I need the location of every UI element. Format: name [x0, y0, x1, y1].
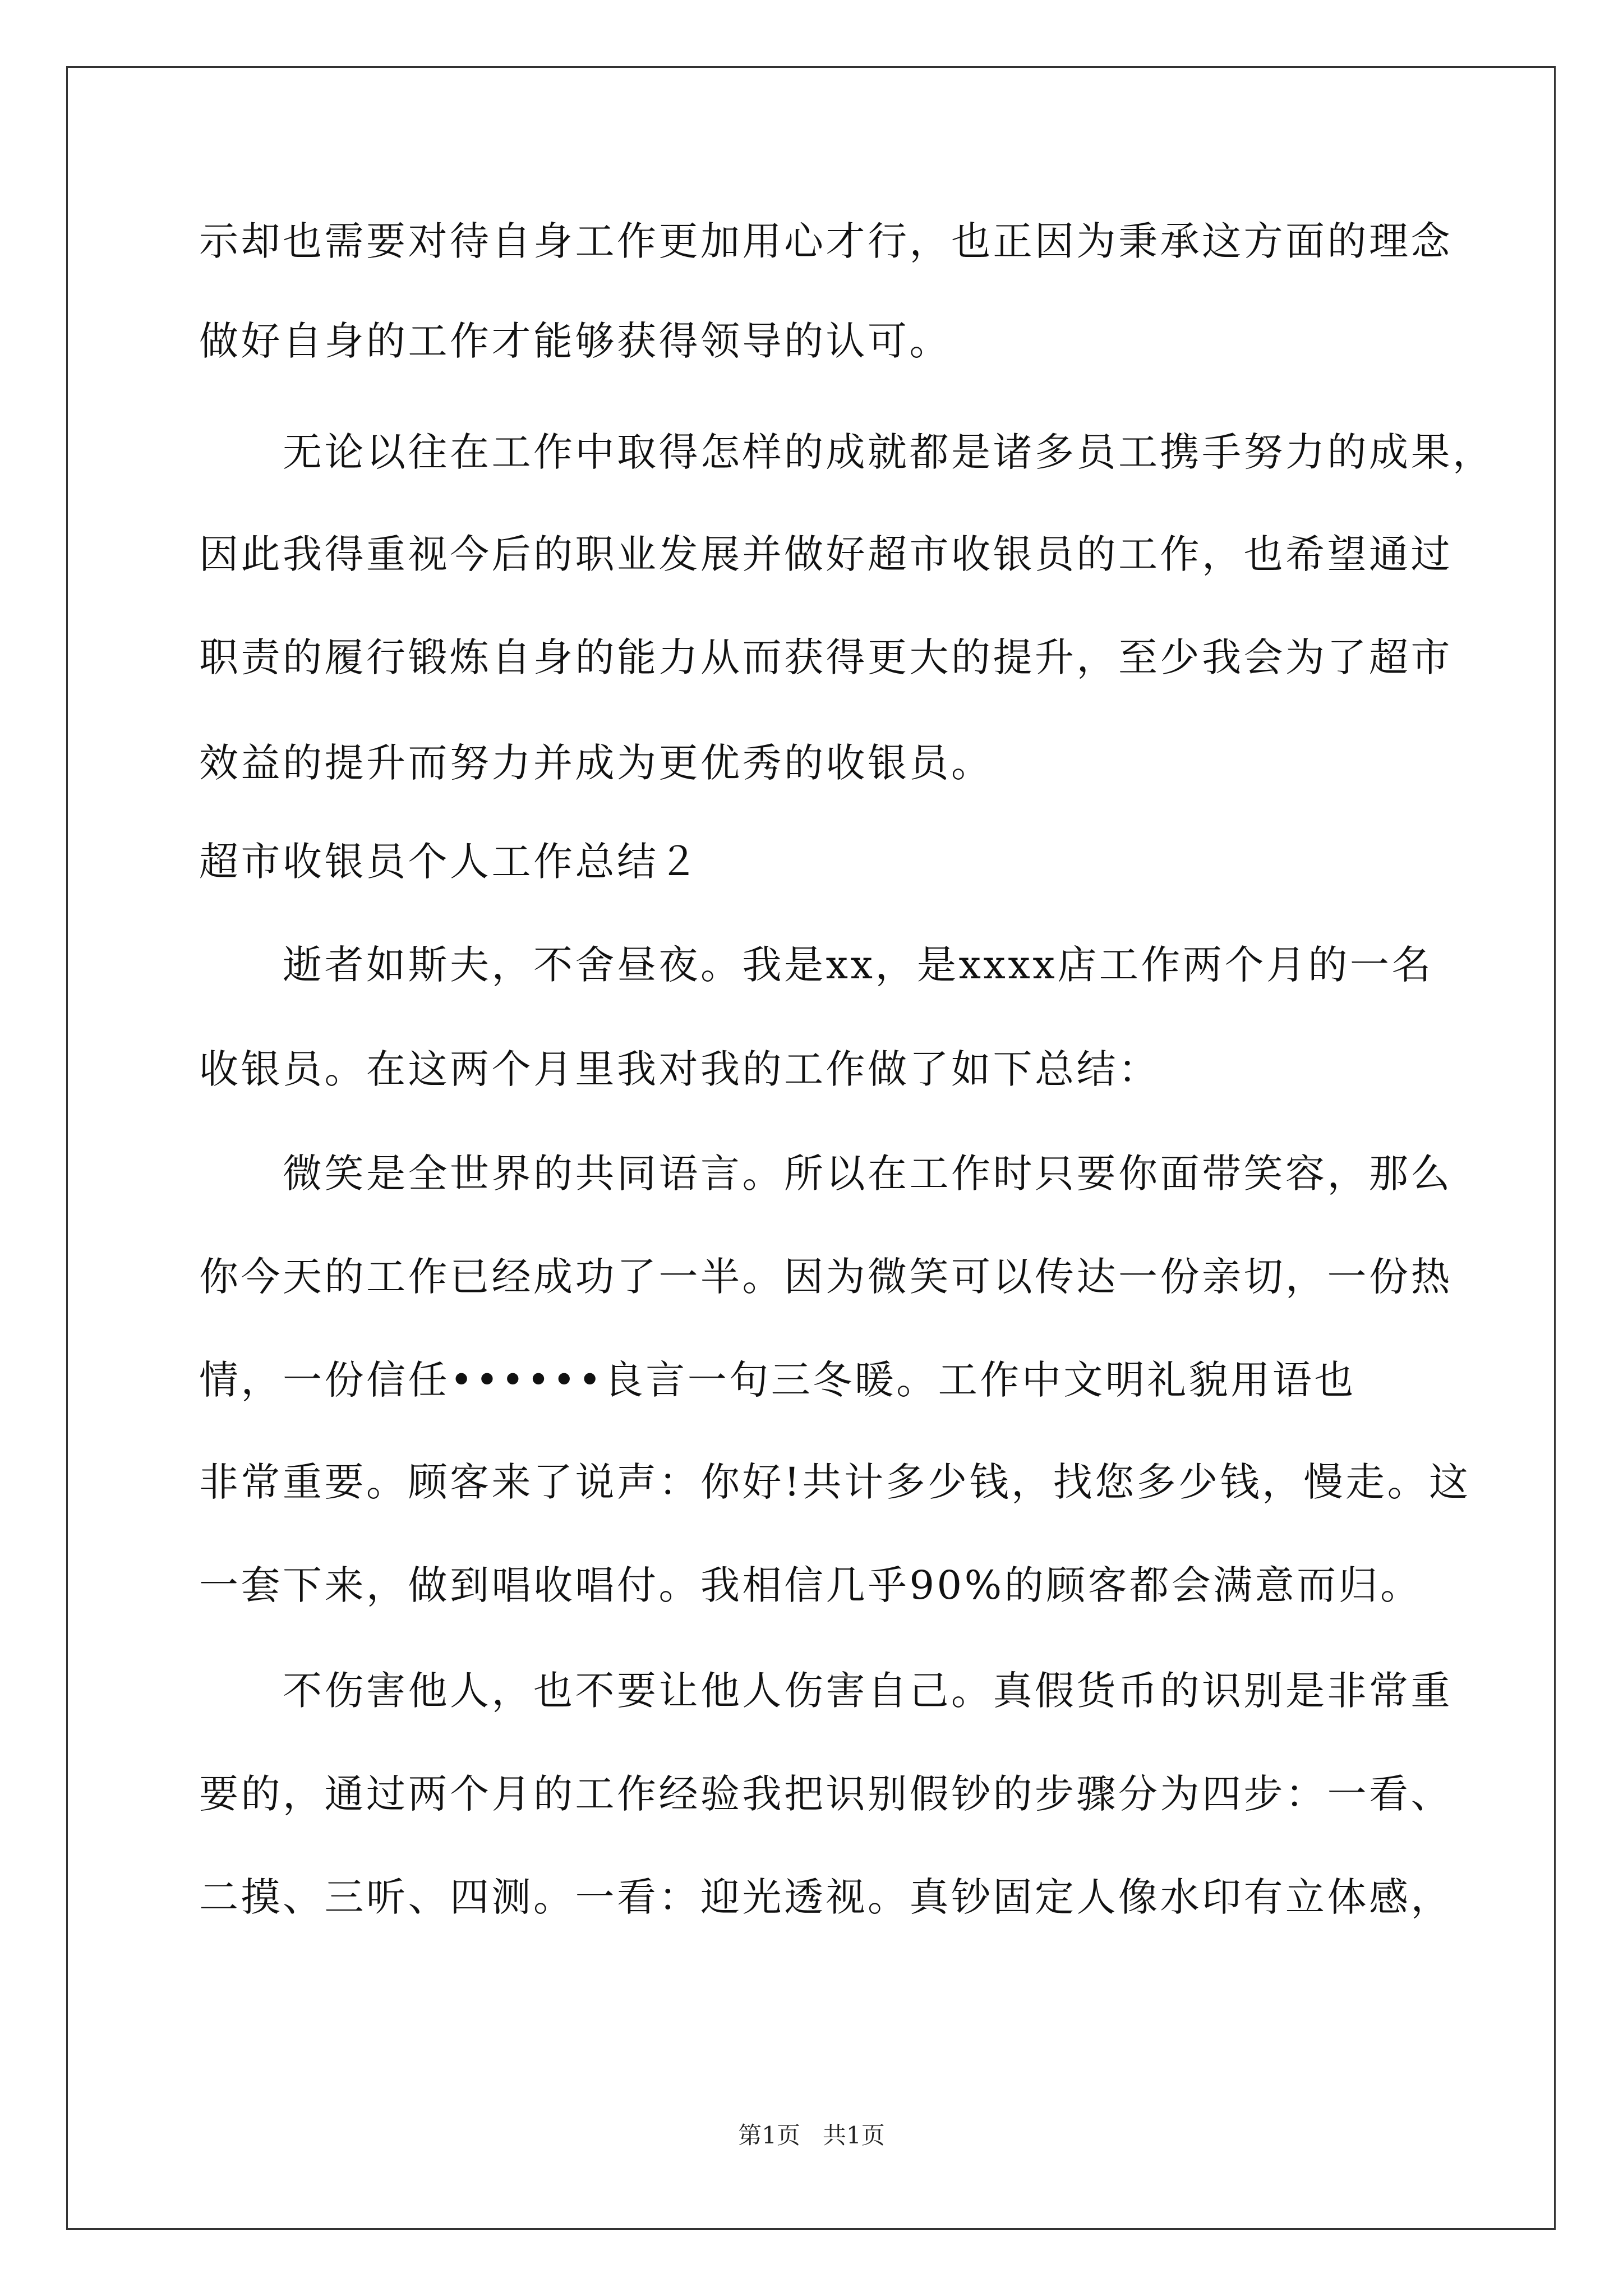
page-footer — [0, 2122, 1623, 2150]
text-line: 逝者如斯夫，不舍昼夜。我是xx，是xxxx店工作两个月的一名 — [199, 942, 1433, 988]
page-number: 第1页 — [738, 2122, 800, 2149]
text-line: 非常重要。顾客来了说声：你好!共计多少钱，找您多少钱，慢走。这 — [199, 1459, 1471, 1505]
text-line: 示却也需要对待自身工作更加用心才行，也正因为秉承这方面的理念 — [199, 218, 1453, 264]
text-line: 二摸、三听、四测。一看：迎光透视。真钞固定人像水印有立体感， — [199, 1874, 1453, 1920]
text-line: 不伤害他人，也不要让他人伤害自己。真假货币的识别是非常重 — [199, 1668, 1453, 1714]
text-line: 情，一份信任••••••良言一句三冬暖。工作中文明礼貌用语也 — [199, 1357, 1356, 1403]
text-line: 你今天的工作已经成功了一半。因为微笑可以传达一份亲切，一份热 — [199, 1254, 1453, 1300]
text-line: 要的，通过两个月的工作经验我把识别假钞的步骤分为四步：一看、 — [199, 1771, 1453, 1817]
text-line: 无论以往在工作中取得怎样的成就都是诸多员工携手努力的成果， — [199, 429, 1495, 475]
section-heading: 超市收银员个人工作总结２ — [199, 839, 700, 885]
text-line: 微笑是全世界的共同语言。所以在工作时只要你面带笑容，那么 — [199, 1151, 1453, 1197]
text-line: 做好自身的工作才能够获得领导的认可。 — [199, 318, 951, 364]
page-total: 共1页 — [823, 2122, 885, 2149]
text-line: 收银员。在这两个月里我对我的工作做了如下总结： — [199, 1046, 1160, 1092]
text-line: 效益的提升而努力并成为更优秀的收银员。 — [199, 740, 993, 786]
text-line: 职责的履行锻炼自身的能力从而获得更大的提升，至少我会为了超市 — [199, 634, 1453, 680]
text-line: 因此我得重视今后的职业发展并做好超市收银员的工作，也希望通过 — [199, 531, 1453, 577]
text-line: 一套下来，做到唱收唱付。我相信几乎90%的顾客都会满意而归。 — [199, 1562, 1422, 1608]
